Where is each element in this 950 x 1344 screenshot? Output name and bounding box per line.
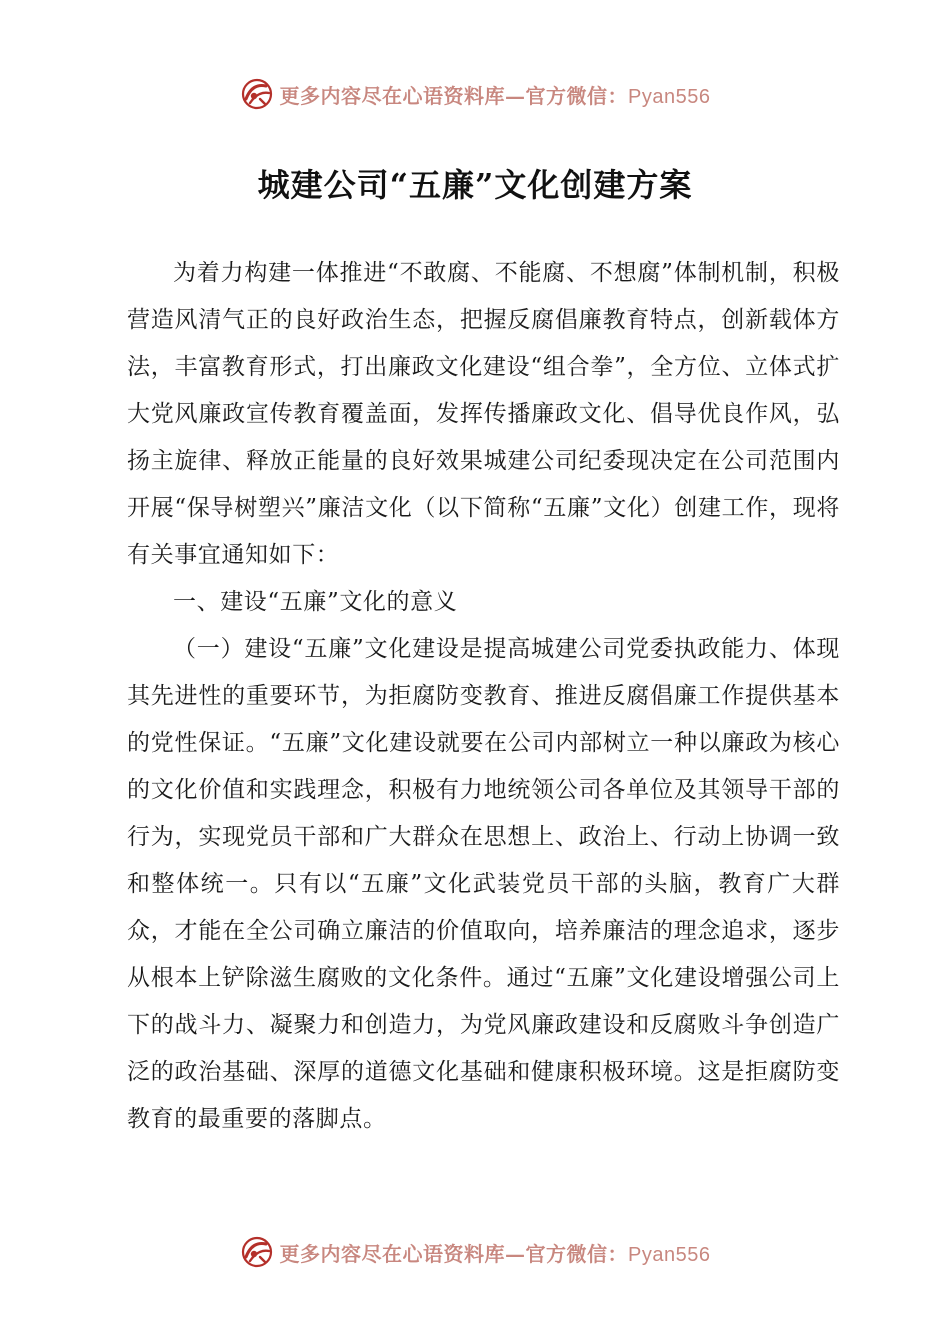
footer-wechat-id: Pyan556 — [628, 1243, 711, 1266]
brand-logo-icon — [240, 77, 274, 111]
document-title: 城建公司“五廉”文化创建方案 — [257, 166, 693, 204]
header-watermark-text — [280, 80, 711, 109]
header-wechat-id: Pyan556 — [628, 85, 711, 108]
brand-logo-icon — [240, 1235, 274, 1269]
document-body — [127, 250, 840, 1143]
footer-watermark-banner — [0, 1232, 950, 1272]
intro-paragraph: 为着力构建一体推进“不敢腐、不能腐、不想腐”体制机制，积极营造风清气正的良好政治生态，把握反腐倡廉教育特点，创新载体方法，丰富教育形式，打出廉政文化建设“组合拳”，全方位、立体式扩大党风廉政宣传教育覆盖面，发挥传播廉政文化、倡导优良作风，弘扬主旋律、释放正能量的良好效果城建公司纪委现决定在公司范围内开展“保导树塑兴”廉洁文化（以下简称“五廉”文化）创建工作，现将有关事宜通知如下： — [127, 260, 840, 568]
header-watermark-banner — [0, 74, 950, 114]
footer-watermark-text — [280, 1238, 711, 1267]
footer-watermark-main: 更多内容尽在心语资料库—官方微信： — [279, 1241, 629, 1266]
header-watermark-main: 更多内容尽在心语资料库—官方微信： — [279, 83, 629, 108]
section-heading: 一、建设“五廉”文化的意义 — [173, 589, 458, 615]
subsection-paragraph: （一）建设“五廉”文化建设是提高城建公司党委执政能力、体现其先进性的重要环节，为拒腐防变教育、推进反腐倡廉工作提供基本的党性保证。“五廉”文化建设就要在公司内部树立一种以廉政为核心的文化价值和实践理念，积极有力地统领公司各单位及其领导干部的行为，实现党员干部和广大群众在思想上、政治上、行动上协调一致和整体统一。只有以“五廉”文化武装党员干部的头脑，教育广大群众，才能在全公司确立廉洁的价值取向，培养廉洁的理念追求，逐步从根本上铲除滋生腐败的文化条件。通过“五廉”文化建设增强公司上下的战斗力、凝聚力和创造力，为党风廉政建设和反腐败斗争创造广泛的政治基础、深厚的道德文化基础和健康积极环境。这是拒腐防变教育的最重要的落脚点。 — [127, 636, 840, 1132]
